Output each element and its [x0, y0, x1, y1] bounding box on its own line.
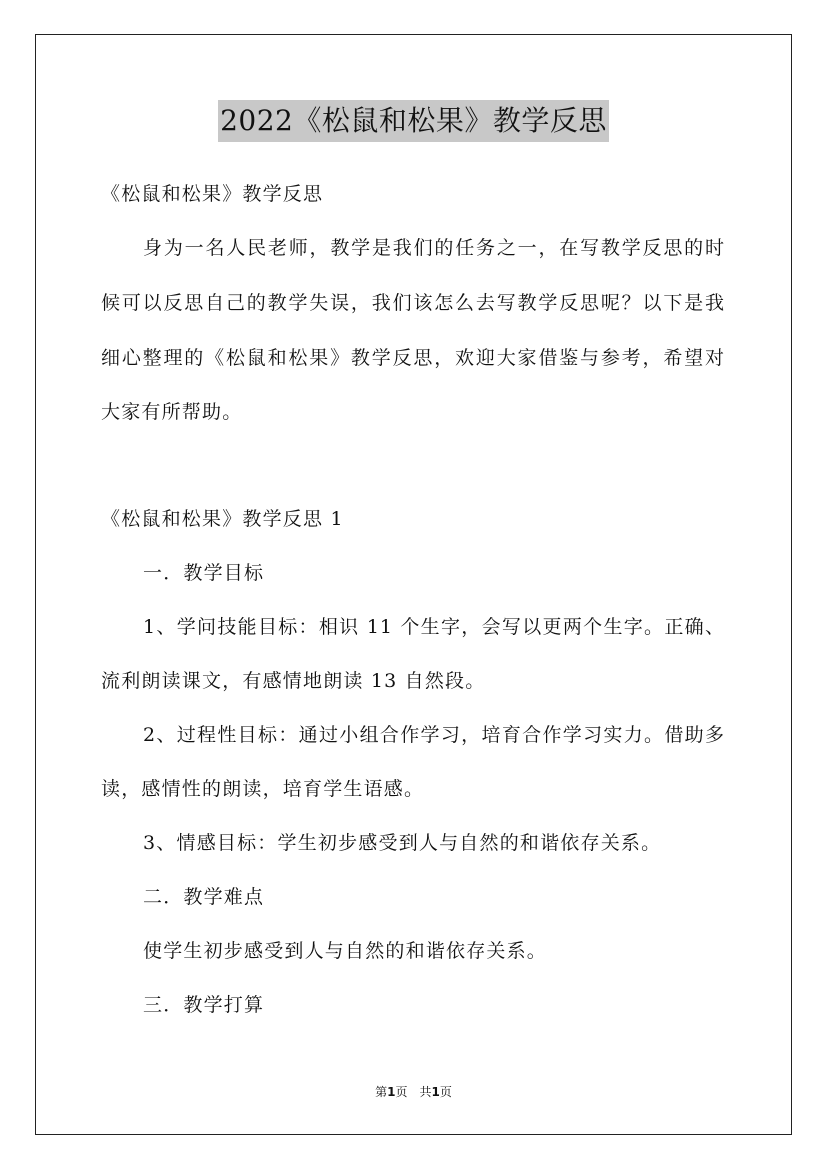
- intro-line-1: 身为一名人民老师，教学是我们的任务之一，在写教学反思的时: [143, 237, 725, 259]
- intro-line-2: 候可以反思自己的教学失误，我们该怎么去写教学反思呢？以下是我: [101, 292, 725, 314]
- document-title: 2022《松鼠和松果》教学反思: [218, 100, 609, 142]
- footer-suffix: 页: [439, 1085, 452, 1099]
- heading-plan: 三．教学打算: [143, 994, 265, 1016]
- footer-page-total: 1: [431, 1085, 440, 1099]
- subtitle: 《松鼠和松果》教学反思: [101, 183, 324, 205]
- heading-difficulty: 二．教学难点: [143, 886, 265, 908]
- page-footer: [0, 1084, 827, 1100]
- goal2-line-2: 读，感情性的朗读，培育学生语感。: [101, 778, 425, 800]
- title-container: [0, 100, 827, 142]
- goal2-line-1: 2、过程性目标：通过小组合作学习，培育合作学习实力。借助多: [143, 724, 725, 746]
- footer-prefix: 第: [375, 1085, 388, 1099]
- intro-line-3: 细心整理的《松鼠和松果》教学反思，欢迎大家借鉴与参考，希望对: [101, 347, 725, 369]
- heading-goals: 一．教学目标: [143, 562, 265, 584]
- section-heading: 《松鼠和松果》教学反思 1: [101, 508, 344, 530]
- goal1-line-1: 1、学问技能目标：相识 11 个生字，会写以更两个生字。正确、: [143, 616, 725, 638]
- goal1-line-2: 流利朗读课文，有感情地朗读 13 自然段。: [101, 670, 486, 692]
- goal3: 3、情感目标：学生初步感受到人与自然的和谐依存关系。: [143, 832, 662, 854]
- footer-page-number: 1: [387, 1085, 396, 1099]
- difficulty-text: 使学生初步感受到人与自然的和谐依存关系。: [143, 940, 548, 962]
- intro-line-4: 大家有所帮助。: [101, 401, 243, 423]
- footer-mid: 页 共: [395, 1085, 432, 1099]
